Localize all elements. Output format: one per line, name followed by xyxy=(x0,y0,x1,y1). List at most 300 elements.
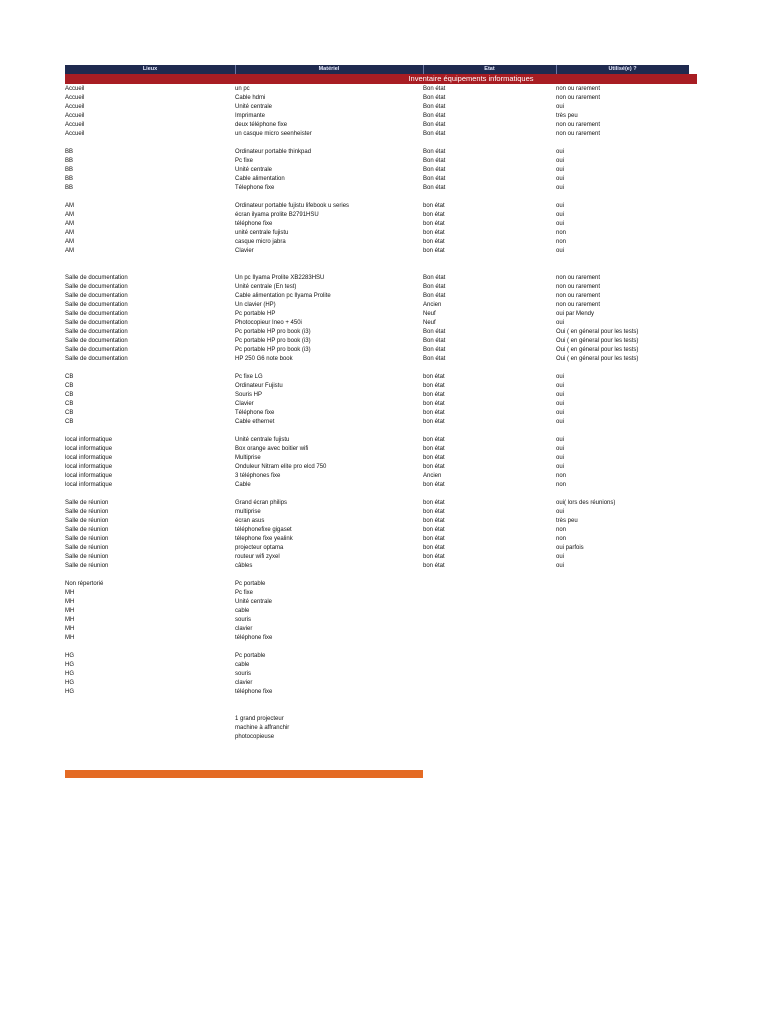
cell-util xyxy=(556,364,696,373)
cell-mat: Pc portable HP pro book (i3) xyxy=(235,329,311,335)
cell-mat: Pc portable HP pro book (i3) xyxy=(235,338,311,344)
cell-etat: Bon état xyxy=(423,104,446,110)
cell-mat: casque micro jabra xyxy=(235,239,286,245)
table-row xyxy=(65,364,697,373)
cell-etat xyxy=(423,427,543,436)
cell-mat: téléphone fixe xyxy=(235,221,273,227)
cell-lieu: BB xyxy=(65,149,74,155)
cell-etat: bon état xyxy=(423,230,445,236)
cell-lieu xyxy=(65,724,215,733)
cell-util: non ou rarement xyxy=(556,275,601,281)
cell-mat: Cable xyxy=(235,482,251,488)
cell-etat: Bon état xyxy=(423,122,446,128)
cell-lieu: MH xyxy=(65,608,75,614)
cell-util: oui xyxy=(556,401,565,407)
cell-etat xyxy=(423,616,543,625)
cell-lieu: Salle de documentation xyxy=(65,320,128,326)
table-row xyxy=(65,346,697,355)
cell-util: oui( lors des réunions) xyxy=(556,500,616,506)
cell-mat: téléphonefixe gigaset xyxy=(235,527,292,533)
cell-lieu: Salle de documentation xyxy=(65,356,128,362)
cell-mat: Un clavier (HP) xyxy=(235,302,276,308)
cell-mat xyxy=(235,193,425,202)
cell-mat: Cable alimentation xyxy=(235,176,285,182)
table-row xyxy=(65,616,697,625)
cell-mat: souris xyxy=(235,617,252,623)
cell-etat xyxy=(423,193,543,202)
table-row xyxy=(65,643,697,652)
cell-mat: Unité centrale xyxy=(235,167,273,173)
cell-lieu: HG xyxy=(65,671,74,677)
cell-etat xyxy=(423,256,543,265)
cell-mat: Unité centrale xyxy=(235,104,273,110)
table-row xyxy=(65,706,697,715)
cell-mat: Pc fixe LG xyxy=(235,374,263,380)
table-row xyxy=(65,256,697,265)
cell-mat: écran ilyama prolite B2791HSU xyxy=(235,212,319,218)
cell-mat: Unité centrale xyxy=(235,599,273,605)
cell-mat: photocopieuse xyxy=(235,734,275,740)
cell-etat: bon état xyxy=(423,437,445,443)
cell-etat: Neuf xyxy=(423,320,436,326)
cell-util: oui xyxy=(556,203,565,209)
cell-lieu: local informatique xyxy=(65,464,113,470)
cell-lieu xyxy=(65,139,215,148)
cell-mat: Ordinateur portable fujistu lifebook u series xyxy=(235,203,350,209)
cell-lieu: Salle de documentation xyxy=(65,275,128,281)
cell-mat: Box orange avec boitier wifi xyxy=(235,446,309,452)
cell-mat: cable xyxy=(235,608,250,614)
table-row xyxy=(65,175,697,184)
cell-etat: Bon état xyxy=(423,185,446,191)
cell-etat: Bon état xyxy=(423,356,446,362)
cell-util: oui xyxy=(556,185,565,191)
cell-mat: Clavier xyxy=(235,401,254,407)
table-row xyxy=(65,715,697,724)
table-row xyxy=(65,598,697,607)
table-row xyxy=(65,625,697,634)
table-row xyxy=(65,463,697,472)
cell-mat xyxy=(235,490,425,499)
table-row xyxy=(65,337,697,346)
cell-lieu: local informatique xyxy=(65,446,113,452)
table-row xyxy=(65,229,697,238)
cell-etat xyxy=(423,724,543,733)
cell-util xyxy=(556,598,696,607)
cell-util: oui xyxy=(556,437,565,443)
cell-etat: Bon état xyxy=(423,347,446,353)
cell-mat: Cable hdmi xyxy=(235,95,266,101)
header-etat: Etat xyxy=(423,65,557,74)
cell-lieu: BB xyxy=(65,167,74,173)
cell-util: non ou rarement xyxy=(556,86,601,92)
cell-mat: télephone fixe yealink xyxy=(235,536,293,542)
cell-util: oui xyxy=(556,509,565,515)
cell-mat: Souris HP xyxy=(235,392,263,398)
cell-util xyxy=(556,670,696,679)
cell-lieu: Salle de réunion xyxy=(65,554,109,560)
cell-mat: deux téléphone fixe xyxy=(235,122,288,128)
cell-util xyxy=(556,265,696,274)
cell-util: très peu xyxy=(556,518,578,524)
cell-lieu: CB xyxy=(65,374,74,380)
table-row xyxy=(65,220,697,229)
cell-etat xyxy=(423,580,543,589)
cell-lieu: Accueil xyxy=(65,95,85,101)
cell-util xyxy=(556,607,696,616)
table-row xyxy=(65,211,697,220)
cell-etat xyxy=(423,706,543,715)
cell-etat: Neuf xyxy=(423,311,436,317)
cell-mat: multiprise xyxy=(235,509,261,515)
cell-util: oui xyxy=(556,410,565,416)
cell-lieu: MH xyxy=(65,590,75,596)
cell-lieu: Salle de réunion xyxy=(65,545,109,551)
cell-lieu: Accueil xyxy=(65,86,85,92)
cell-util: Oui ( en géneral pour les tests) xyxy=(556,356,639,362)
cell-mat xyxy=(235,265,425,274)
cell-lieu xyxy=(65,427,215,436)
cell-lieu: Accueil xyxy=(65,122,85,128)
table-row xyxy=(65,202,697,211)
cell-mat: machine à affranchir xyxy=(235,725,290,731)
cell-etat: Bon état xyxy=(423,86,446,92)
cell-mat: Ordinateur Fujistu xyxy=(235,383,283,389)
cell-util xyxy=(556,661,696,670)
header-materiel: Matériel xyxy=(235,65,424,74)
table-row xyxy=(65,580,697,589)
cell-lieu: HG xyxy=(65,689,74,695)
cell-mat: Ordinateur portable thinkpad xyxy=(235,149,312,155)
cell-lieu: Salle de documentation xyxy=(65,302,128,308)
table-row xyxy=(65,652,697,661)
cell-lieu xyxy=(65,193,215,202)
cell-util: oui xyxy=(556,158,565,164)
table-row xyxy=(65,436,697,445)
cell-lieu: HG xyxy=(65,653,74,659)
cell-etat xyxy=(423,688,543,697)
cell-lieu: Salle de documentation xyxy=(65,338,128,344)
table-row xyxy=(65,301,697,310)
cell-etat xyxy=(423,589,543,598)
cell-etat: bon état xyxy=(423,392,445,398)
cell-lieu: Salle de réunion xyxy=(65,518,109,524)
table-row xyxy=(65,634,697,643)
cell-lieu xyxy=(65,490,215,499)
table-row xyxy=(65,112,697,121)
cell-mat: Pc portable xyxy=(235,581,266,587)
cell-etat: bon état xyxy=(423,482,445,488)
page-title: Inventaire équipements informatiques xyxy=(408,74,534,83)
cell-etat xyxy=(423,652,543,661)
cell-lieu: MH xyxy=(65,599,75,605)
table-row xyxy=(65,103,697,112)
cell-lieu xyxy=(65,643,215,652)
cell-mat: Clavier xyxy=(235,248,254,254)
cell-etat: bon état xyxy=(423,554,445,560)
cell-etat xyxy=(423,715,543,724)
cell-util: Oui ( en géneral pour les tests) xyxy=(556,338,639,344)
cell-etat: Bon état xyxy=(423,167,446,173)
cell-lieu: MH xyxy=(65,617,75,623)
cell-util xyxy=(556,652,696,661)
cell-lieu: Salle de documentation xyxy=(65,284,128,290)
table-row xyxy=(65,670,697,679)
table-row xyxy=(65,121,697,130)
cell-mat: Pc fixe xyxy=(235,590,254,596)
cell-util: oui xyxy=(556,104,565,110)
table-row xyxy=(65,607,697,616)
cell-util: oui xyxy=(556,221,565,227)
cell-util xyxy=(556,571,696,580)
cell-mat: Pc portable xyxy=(235,653,266,659)
cell-util: non xyxy=(556,230,567,236)
cell-etat: bon état xyxy=(423,455,445,461)
cell-lieu: Salle de réunion xyxy=(65,509,109,515)
cell-mat xyxy=(235,364,425,373)
cell-etat: bon état xyxy=(423,374,445,380)
cell-lieu: local informatique xyxy=(65,482,113,488)
cell-etat: Bon état xyxy=(423,275,446,281)
cell-etat: Bon état xyxy=(423,293,446,299)
cell-lieu: Salle de réunion xyxy=(65,527,109,533)
cell-util: oui xyxy=(556,374,565,380)
cell-lieu: AM xyxy=(65,230,74,236)
cell-mat: cable xyxy=(235,662,250,668)
cell-mat: Téléphone fixe xyxy=(235,410,275,416)
table-row xyxy=(65,391,697,400)
cell-etat: bon état xyxy=(423,563,445,569)
table-row xyxy=(65,139,697,148)
cell-lieu: Salle de documentation xyxy=(65,311,128,317)
cell-lieu xyxy=(65,571,215,580)
cell-util xyxy=(556,490,696,499)
table-row xyxy=(65,409,697,418)
table-row xyxy=(65,544,697,553)
cell-etat: bon état xyxy=(423,446,445,452)
cell-lieu: MH xyxy=(65,635,75,641)
cell-mat: Télephone fixe xyxy=(235,185,275,191)
table-row xyxy=(65,184,697,193)
cell-util xyxy=(556,193,696,202)
cell-mat: Cable alimentation pc Ilyama Prolite xyxy=(235,293,331,299)
cell-lieu: CB xyxy=(65,401,74,407)
cell-lieu xyxy=(65,715,215,724)
cell-mat: projecteur optama xyxy=(235,545,284,551)
table-row xyxy=(65,238,697,247)
table-row xyxy=(65,679,697,688)
cell-util: oui xyxy=(556,383,565,389)
cell-util xyxy=(556,616,696,625)
cell-lieu: CB xyxy=(65,383,74,389)
table-row xyxy=(65,445,697,454)
cell-util: oui xyxy=(556,446,565,452)
cell-etat xyxy=(423,625,543,634)
table-row xyxy=(65,355,697,364)
cell-mat: souris xyxy=(235,671,252,677)
table-row xyxy=(65,319,697,328)
cell-etat: bon état xyxy=(423,410,445,416)
cell-util xyxy=(556,256,696,265)
cell-etat: Bon état xyxy=(423,158,446,164)
cell-mat: un casque micro seenheister xyxy=(235,131,312,137)
cell-lieu: HG xyxy=(65,662,74,668)
cell-mat xyxy=(235,643,425,652)
cell-mat: 1 grand projecteur xyxy=(235,716,284,722)
cell-etat: Bon état xyxy=(423,284,446,290)
cell-lieu: Non répertorié xyxy=(65,581,104,587)
cell-etat: bon état xyxy=(423,518,445,524)
table-row xyxy=(65,661,697,670)
cell-util: oui xyxy=(556,149,565,155)
cell-mat: Photocopieur Ineo + 450i xyxy=(235,320,302,326)
table-row xyxy=(65,454,697,463)
cell-etat: bon état xyxy=(423,509,445,515)
cell-lieu: Salle de documentation xyxy=(65,347,128,353)
cell-mat: Multiprise xyxy=(235,455,261,461)
cell-etat xyxy=(423,661,543,670)
cell-lieu: AM xyxy=(65,248,74,254)
header-utilise: Utilisé(e) ? xyxy=(608,66,637,72)
cell-util: oui parfois xyxy=(556,545,584,551)
cell-etat xyxy=(423,364,543,373)
table-row xyxy=(65,94,697,103)
table-row xyxy=(65,688,697,697)
cell-util: oui xyxy=(556,176,565,182)
cell-etat: bon état xyxy=(423,203,445,209)
footer-bar xyxy=(65,770,423,778)
table-row xyxy=(65,373,697,382)
cell-mat: Unité centrale fujistu xyxy=(235,437,290,443)
table-row xyxy=(65,526,697,535)
table-row xyxy=(65,382,697,391)
cell-etat: Bon état xyxy=(423,338,446,344)
cell-lieu xyxy=(65,265,215,274)
cell-lieu: Salle de documentation xyxy=(65,329,128,335)
cell-util xyxy=(556,634,696,643)
cell-mat: écran asus xyxy=(235,518,265,524)
cell-lieu: Salle de réunion xyxy=(65,536,109,542)
cell-util xyxy=(556,688,696,697)
cell-etat: bon état xyxy=(423,500,445,506)
cell-mat xyxy=(235,256,425,265)
cell-util xyxy=(556,139,696,148)
cell-etat xyxy=(423,733,543,742)
cell-mat: câbles xyxy=(235,563,253,569)
cell-mat xyxy=(235,706,425,715)
cell-util xyxy=(556,733,696,742)
table-row xyxy=(65,193,697,202)
cell-lieu: Accueil xyxy=(65,131,85,137)
cell-lieu: BB xyxy=(65,176,74,182)
cell-util: non ou rarement xyxy=(556,95,601,101)
header-lieux: Lieux xyxy=(65,65,236,74)
cell-etat: Bon état xyxy=(423,113,446,119)
cell-util xyxy=(556,625,696,634)
cell-etat: Bon état xyxy=(423,329,446,335)
cell-mat: unité centrale fujistu xyxy=(235,230,289,236)
cell-etat: bon état xyxy=(423,545,445,551)
cell-util: très peu xyxy=(556,113,578,119)
cell-util xyxy=(556,643,696,652)
table-row xyxy=(65,490,697,499)
cell-etat xyxy=(423,607,543,616)
cell-util: oui par Mendy xyxy=(556,311,595,317)
table-row xyxy=(65,589,697,598)
cell-etat xyxy=(423,571,543,580)
cell-etat: Bon état xyxy=(423,95,446,101)
cell-util: oui xyxy=(556,392,565,398)
cell-lieu: Accueil xyxy=(65,113,85,119)
cell-etat: Ancien xyxy=(423,473,442,479)
cell-util xyxy=(556,580,696,589)
cell-util xyxy=(556,724,696,733)
cell-etat: bon état xyxy=(423,221,445,227)
cell-util: oui xyxy=(556,212,565,218)
cell-mat: Un pc Ilyama Prolite XB2283HSU xyxy=(235,275,325,281)
table-row xyxy=(65,247,697,256)
cell-lieu: AM xyxy=(65,239,74,245)
table-row xyxy=(65,571,697,580)
cell-lieu: BB xyxy=(65,185,74,191)
cell-mat: routeur wifi zyxel xyxy=(235,554,280,560)
cell-lieu: Salle de réunion xyxy=(65,500,109,506)
table-row xyxy=(65,472,697,481)
cell-util: non ou rarement xyxy=(556,284,601,290)
cell-util: Oui ( en géneral pour les tests) xyxy=(556,329,639,335)
table-row xyxy=(65,517,697,526)
table-row xyxy=(65,85,697,94)
cell-etat: bon état xyxy=(423,464,445,470)
cell-util: non xyxy=(556,536,567,542)
cell-util: oui xyxy=(556,554,565,560)
table-row xyxy=(65,400,697,409)
cell-etat: Ancien xyxy=(423,302,442,308)
cell-lieu: local informatique xyxy=(65,455,113,461)
cell-mat: Cable ethernet xyxy=(235,419,275,425)
cell-util: non ou rarement xyxy=(556,293,601,299)
cell-lieu xyxy=(65,364,215,373)
cell-mat: Unité centrale (En test) xyxy=(235,284,297,290)
cell-etat xyxy=(423,697,543,706)
cell-mat: Grand écran philips xyxy=(235,500,288,506)
cell-etat: bon état xyxy=(423,239,445,245)
table-row xyxy=(65,292,697,301)
cell-etat xyxy=(423,139,543,148)
table-row xyxy=(65,274,697,283)
cell-mat: Pc portable HP xyxy=(235,311,276,317)
cell-mat: clavier xyxy=(235,626,253,632)
table-row xyxy=(65,427,697,436)
cell-etat: Bon état xyxy=(423,149,446,155)
table-body xyxy=(65,85,697,742)
cell-util: non xyxy=(556,239,567,245)
cell-etat xyxy=(423,634,543,643)
cell-util: oui xyxy=(556,419,565,425)
cell-util: oui xyxy=(556,167,565,173)
table-row xyxy=(65,562,697,571)
table-row xyxy=(65,283,697,292)
cell-util xyxy=(556,589,696,598)
cell-etat xyxy=(423,643,543,652)
cell-lieu: Accueil xyxy=(65,104,85,110)
cell-mat: Onduleur Nitram elite pro elcd 750 xyxy=(235,464,327,470)
cell-util: non xyxy=(556,482,567,488)
cell-util: oui xyxy=(556,455,565,461)
table-row xyxy=(65,130,697,139)
cell-lieu: AM xyxy=(65,203,74,209)
cell-lieu: MH xyxy=(65,626,75,632)
